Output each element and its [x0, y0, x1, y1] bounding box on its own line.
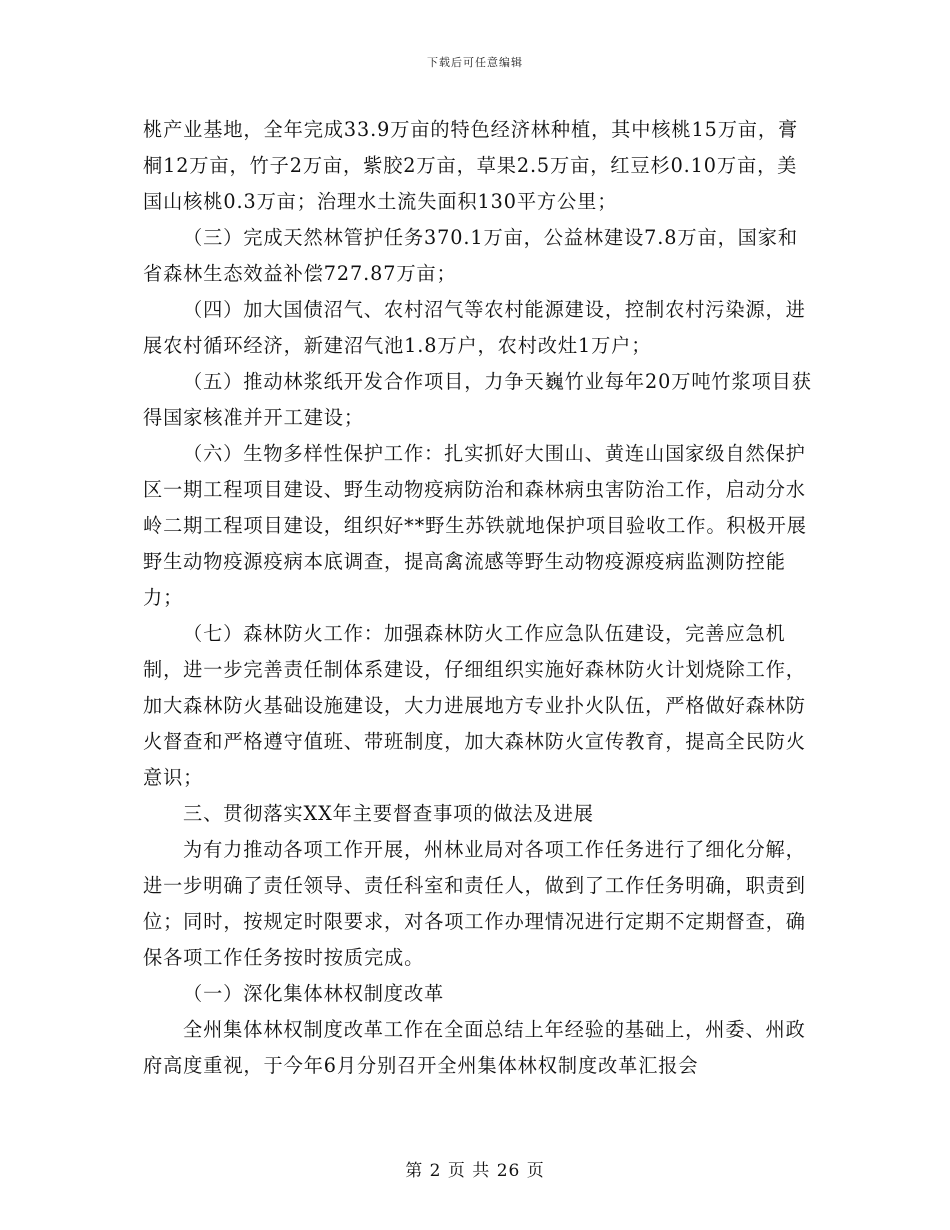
- page-number-footer: 第 2 页 共 26 页: [405, 1161, 545, 1181]
- document-body: [143, 112, 813, 1084]
- paragraph: （七）森林防火工作：加强森林防火工作应急队伍建设，完善应急机制，进一步完善责任制体系建设，仔细组织实施好森林防火计划烧除工作，加大森林防火基础设施建设，大力进展地方专业扑火队伍，严格做好森林防火督查和严格遵守值班、带班制度，加大森林防火宣传教育，提高全民防火意识；: [143, 622, 806, 789]
- paragraph: （四）加大国债沼气、农村沼气等农村能源建设，控制农村污染源，进展农村循环经济，新建沼气池1.8万户，农村改灶1万户；: [143, 298, 806, 357]
- paragraph: 全州集体林权制度改革工作在全面总结上年经验的基础上，州委、州政府高度重视，于今年6月分别召开全州集体林权制度改革汇报会: [143, 1018, 806, 1077]
- paragraph: （三）完成天然林管护任务370.1万亩，公益林建设7.8万亩，国家和省森林生态效益补偿727.87万亩；: [143, 226, 798, 285]
- paragraph: （六）生物多样性保护工作：扎实抓好大围山、黄连山国家级自然保护区一期工程项目建设、野生动物疫病防治和森林病虫害防治工作，启动分水岭二期工程项目建设，组织好**野生苏铁就地保护项目验收工作。积极开展野生动物疫源疫病本底调查，提高禽流感等野生动物疫源疫病监测防控能力；: [143, 442, 807, 609]
- paragraph: 桃产业基地，全年完成33.9万亩的特色经济林种植，其中核桃15万亩，膏桐12万亩，竹子2万亩，紫胶2万亩，草果2.5万亩，红豆杉0.10万亩，美国山核桃0.3万亩；治理水土流失面积130平方公里；: [143, 118, 799, 213]
- subsection-heading: （一）深化集体林权制度改革: [183, 982, 445, 1005]
- page-header: 下载后可任意编辑: [427, 56, 523, 69]
- paragraph: （五）推动林浆纸开发合作项目，力争天巍竹业每年20万吨竹浆项目获得国家核准并开工建设；: [143, 370, 812, 429]
- paragraph: 为有力推动各项工作开展，州林业局对各项工作任务进行了细化分解，进一步明确了责任领导、责任科室和责任人，做到了工作任务明确，职责到位；同时，按规定时限要求，对各项工作办理情况进行定期不定期督查，确保各项工作任务按时按质完成。: [143, 838, 806, 969]
- section-heading: 三、贯彻落实XX年主要督查事项的做法及进展: [183, 802, 594, 825]
